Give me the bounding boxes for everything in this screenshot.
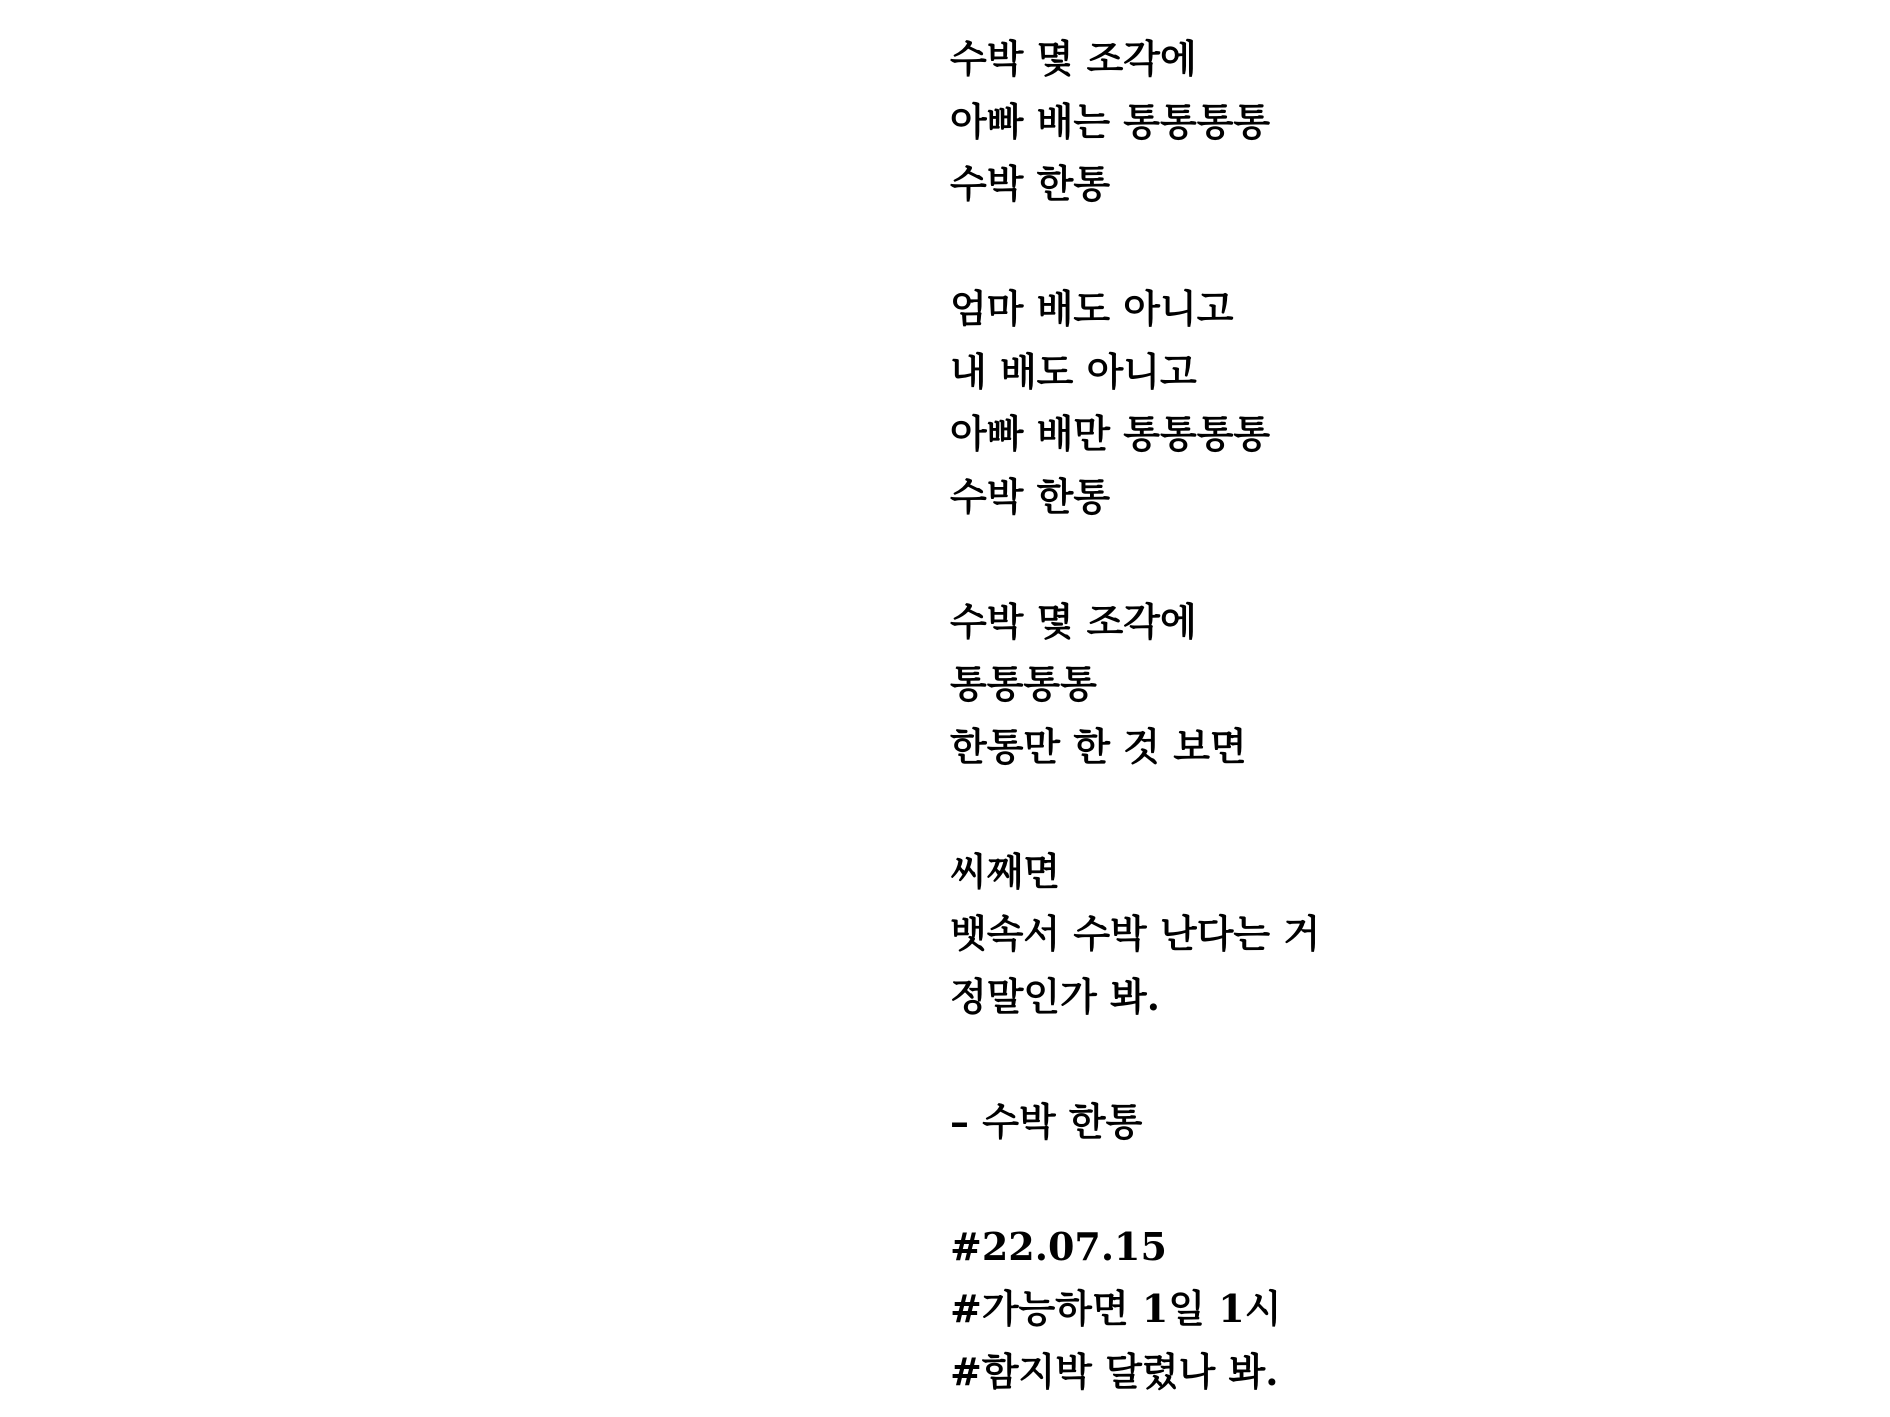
poem-line: 엄마 배도 아니고 — [950, 286, 1234, 331]
stanza-gap — [950, 216, 1850, 279]
poem-line: 아빠 배는 통통통통 — [950, 98, 1271, 144]
poem-line: 수박 한통 — [950, 161, 1111, 206]
stanza-gap — [950, 528, 1850, 591]
poem-line: 한통만 한 것 보면 — [950, 723, 1247, 769]
hashtag: #가능하면 1일 1시 — [950, 1286, 1282, 1331]
poem-container — [950, 28, 1850, 1403]
stanza-1 — [950, 28, 1850, 216]
poem-line: 수박 한통 — [950, 473, 1111, 519]
stanza-gap — [950, 778, 1850, 841]
poem-line: 아빠 배만 통통통통 — [950, 411, 1271, 456]
poem-line: 정말인가 봐. — [950, 973, 1160, 1019]
poem-line: 내 배도 아니고 — [950, 348, 1197, 394]
poem-line: 통통통통 — [950, 661, 1097, 706]
hashtag: #함지박 달렸나 봐. — [950, 1348, 1279, 1394]
hashtag-list — [950, 1216, 1850, 1404]
stanza-4 — [950, 841, 1850, 1029]
poem-line: 뱃속서 수박 난다는 거 — [950, 911, 1321, 956]
stanza-gap — [950, 1028, 1850, 1091]
poem-line: 씨째면 — [950, 848, 1061, 894]
hashtag: #22.07.15 — [950, 1223, 1167, 1269]
stanza-2 — [950, 278, 1850, 528]
stanza-3 — [950, 591, 1850, 779]
stanza-gap — [950, 1153, 1850, 1216]
poem-line: 수박 몇 조각에 — [950, 36, 1197, 81]
poem-signature: – 수박 한통 — [950, 1098, 1143, 1144]
poem-line: 수박 몇 조각에 — [950, 598, 1197, 644]
